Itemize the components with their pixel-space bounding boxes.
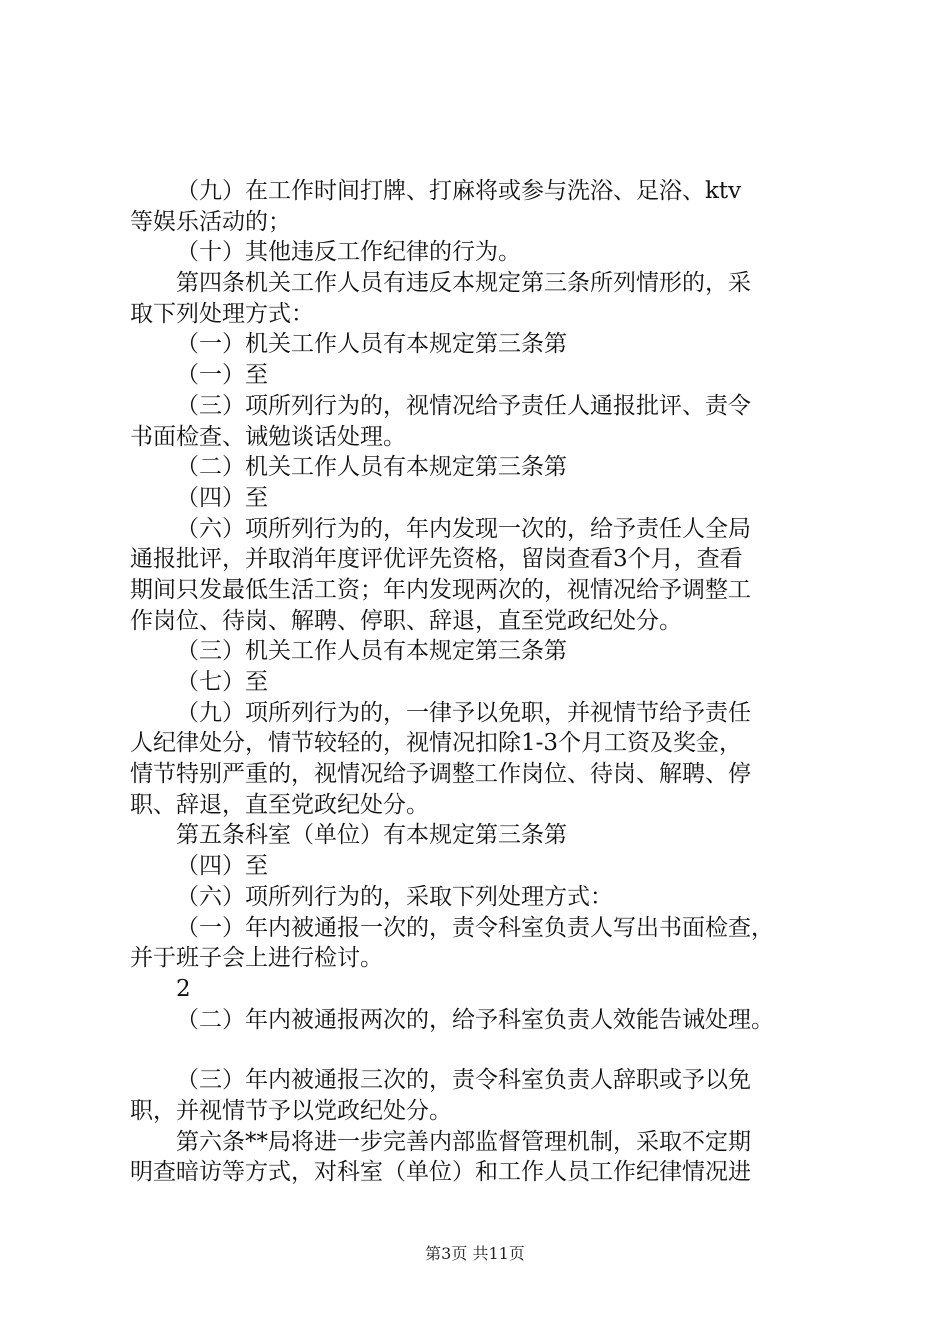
paragraph-line: 情节特别严重的，视情况给予调整工作岗位、待岗、解聘、停 (130, 761, 751, 788)
paragraph-line: （一）年内被通报一次的，责令科室负责人写出书面检查， (176, 914, 774, 941)
paragraph-line: （一）机关工作人员有本规定第三条第 (176, 331, 567, 358)
paragraph-line: （九）在工作时间打牌、打麻将或参与洗浴、足浴、ktv (176, 178, 742, 204)
paragraph-line: 取下列处理方式： (130, 300, 314, 327)
paragraph-line: 职，并视情节予以党政纪处分。 (130, 1097, 452, 1124)
paragraph-line: （六）项所列行为的，采取下列处理方式： (176, 883, 613, 910)
paragraph-line: 明查暗访等方式，对科室（单位）和工作人员工作纪律情况进 (130, 1159, 751, 1186)
paragraph-line: （七）至 (176, 669, 268, 695)
paragraph-line: （二）机关工作人员有本规定第三条第 (176, 454, 567, 481)
paragraph-line: （四）至 (176, 853, 268, 880)
paragraph-line: 人纪律处分，情节较轻的，视情况扣除1-3个月工资及奖金， (130, 730, 743, 757)
paragraph-line: （六）项所列行为的，年内发现一次的，给予责任人全局 (176, 515, 751, 542)
paragraph-line: （二）年内被通报两次的，给予科室负责人效能告诫处理。 (176, 1006, 774, 1033)
paragraph-line: （三）项所列行为的，视情况给予责任人通报批评、责令 (176, 392, 751, 419)
page-marker: 2 (176, 975, 191, 1002)
paragraph-line: 书面检查、诫勉谈话处理。 (130, 423, 406, 450)
paragraph-line: 并于班子会上进行检讨。 (130, 945, 383, 972)
paragraph-line: 作岗位、待岗、解聘、停职、辞退，直至党政纪处分。 (130, 607, 682, 634)
paragraph-line: （九）项所列行为的，一律予以免职，并视情节给予责任 (176, 699, 751, 726)
page-footer: 第3页 共11页 (425, 1244, 525, 1263)
paragraph-line: 第四条机关工作人员有违反本规定第三条所列情形的，采 (176, 270, 751, 297)
paragraph-line: （十）其他违反工作纪律的行为。 (176, 239, 521, 266)
paragraph-line: （一）至 (176, 362, 268, 389)
paragraph-line: 职、辞退，直至党政纪处分。 (130, 791, 429, 818)
paragraph-line: （三）年内被通报三次的，责令科室负责人辞职或予以免 (176, 1067, 751, 1094)
paragraph-line: （三）机关工作人员有本规定第三条第 (176, 638, 567, 665)
paragraph-line: 第五条科室（单位）有本规定第三条第 (176, 822, 567, 849)
paragraph-line: 通报批评，并取消年度评优评先资格，留岗查看3个月，查看 (130, 546, 743, 573)
document-body (130, 176, 842, 1188)
paragraph-line: 等娱乐活动的； (130, 208, 291, 235)
paragraph-line: 期间只发最低生活工资；年内发现两次的，视情况给予调整工 (130, 576, 751, 603)
paragraph-line: （四）至 (176, 484, 268, 511)
paragraph-line: 第六条**局将进一步完善内部监督管理机制，采取不定期 (176, 1128, 751, 1155)
